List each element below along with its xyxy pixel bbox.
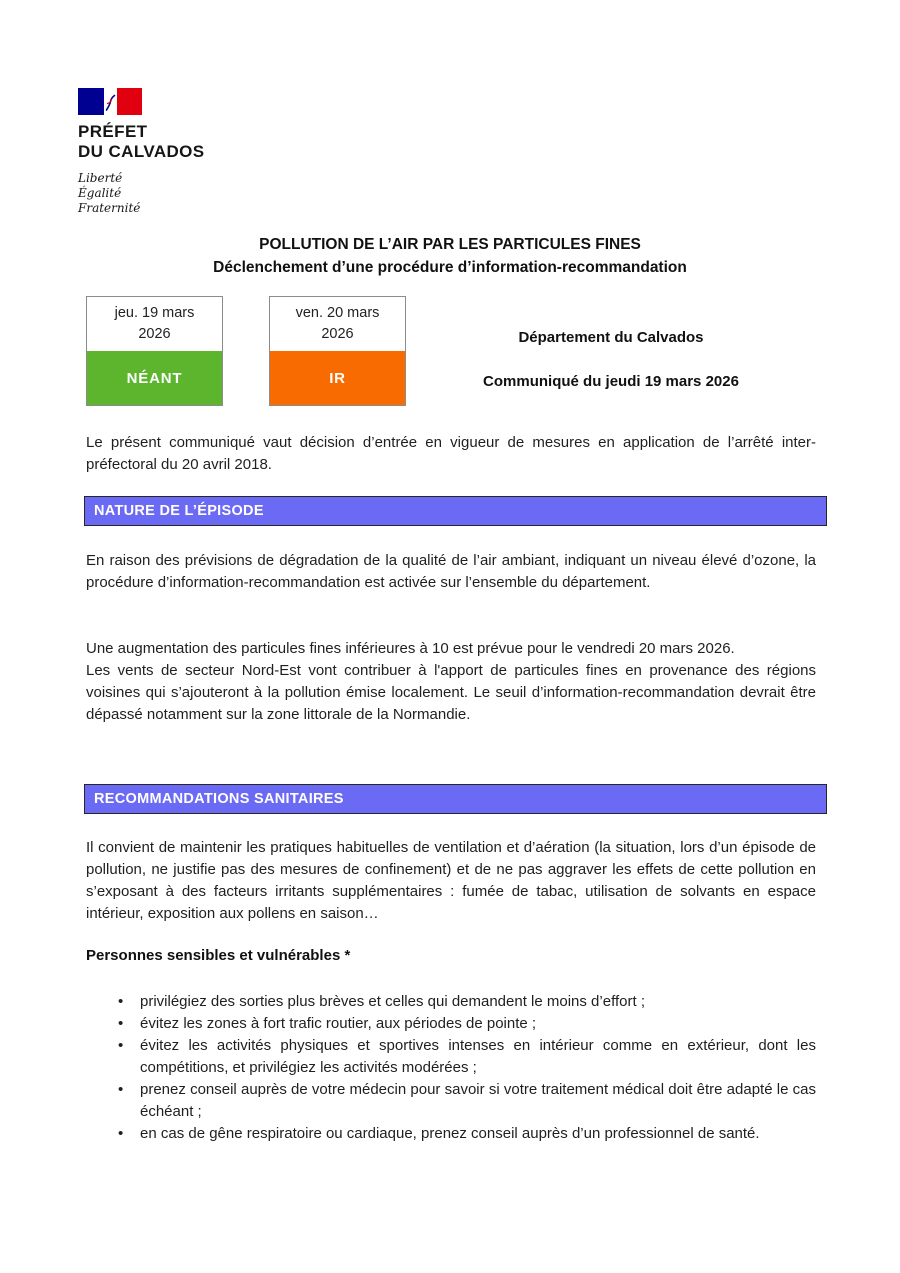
section-banner-episode: NATURE DE L’ÉPISODE — [84, 496, 827, 526]
list-item: • évitez les activités physiques et sportives intenses en intérieur comme en extérieur, dont les compétitions, et privilégiez les activités modérées ; — [86, 1035, 816, 1079]
status-box-day2 — [269, 296, 406, 406]
episode-paragraph-2b: Les vents de secteur Nord-Est vont contribuer à l'apport de particules fines en provenance des régions voisines qui s’ajouteront à la pollution émise localement. Le seuil d’information-recommandation devrait être dépassé notamment sur la zone littorale de la Normandie. — [86, 662, 816, 723]
list-item: • privilégiez des sorties plus brèves et celles qui demandent le moins d’effort ; — [86, 991, 816, 1013]
french-flag-icon — [78, 88, 142, 115]
list-item: • prenez conseil auprès de votre médecin pour savoir si votre traitement médical doit être adapté le cas échéant ; — [86, 1079, 816, 1123]
status-level-day1: NÉANT — [87, 351, 222, 405]
communique-date-label: Communiqué du jeudi 19 mars 2026 — [483, 373, 739, 390]
prefecture-name-line2: DU CALVADOS — [78, 142, 205, 161]
flag-blue-stripe — [78, 88, 104, 115]
republic-motto — [78, 171, 205, 216]
sensitive-persons-subheading: Personnes sensibles et vulnérables * — [86, 947, 351, 964]
prefecture-logo — [78, 88, 205, 216]
intro-paragraph: Le présent communiqué vaut décision d’entrée en vigueur de mesures en application de l’arrêté inter-préfectoral du 20 avril 2018. — [86, 434, 816, 473]
marianne-icon — [104, 90, 117, 113]
episode-paragraph-2a: Une augmentation des particules fines inférieures à 10 est prévue pour le vendredi 20 mars 2026. — [86, 640, 735, 657]
document-title-line2: Déclenchement d’une procédure d’information-recommandation — [213, 259, 687, 276]
motto-line1: Liberté — [78, 171, 123, 185]
status-box-day1 — [86, 296, 223, 406]
document-title-line1: POLLUTION DE L’AIR PAR LES PARTICULES FINES — [259, 236, 641, 253]
list-item: • évitez les zones à fort trafic routier, aux périodes de pointe ; — [86, 1013, 816, 1035]
recommendations-paragraph: Il convient de maintenir les pratiques habituelles de ventilation et d’aération (la situation, lors d’un épisode de pollution, ne justifie pas des mesures de confinement) et de ne pas aggraver les effets de cette pollution en s’exposant à des facteurs irritants supplémentaires : fumée de tabac, utilisation de solvants en espace intérieur, exposition aux pollens en saison… — [86, 839, 816, 922]
motto-line2: Égalité — [78, 186, 122, 200]
prefecture-name-line1: PRÉFET — [78, 122, 148, 141]
recommendations-list — [86, 991, 816, 1145]
flag-red-stripe — [117, 88, 142, 115]
episode-paragraph-1: En raison des prévisions de dégradation de la qualité de l’air ambiant, indiquant un niveau élevé d’ozone, la procédure d’information-recommandation est activée sur l’ensemble du département. — [86, 552, 816, 591]
flag-white-stripe — [104, 88, 117, 115]
status-date-day1: jeu. 19 mars 2026 — [114, 305, 195, 342]
status-date-day2: ven. 20 mars 2026 — [295, 305, 380, 342]
status-level-day2: IR — [270, 351, 405, 405]
motto-line3: Fraternité — [78, 201, 141, 215]
prefecture-name — [78, 122, 205, 162]
section-banner-recommendations: RECOMMANDATIONS SANITAIRES — [84, 784, 827, 814]
list-item: • en cas de gêne respiratoire ou cardiaque, prenez conseil auprès d’un professionnel de santé. — [86, 1123, 816, 1145]
document-title — [0, 233, 900, 279]
department-label: Département du Calvados — [518, 329, 704, 346]
episode-paragraph-2 — [86, 638, 816, 726]
